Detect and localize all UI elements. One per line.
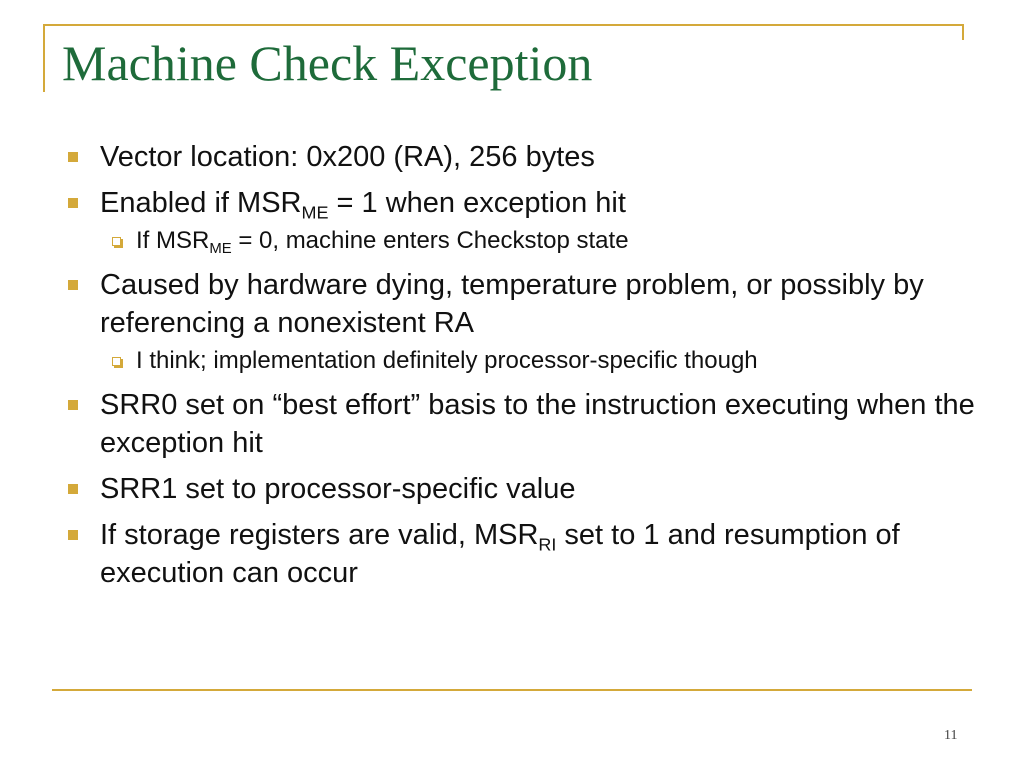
bullet-text: Enabled if MSR bbox=[100, 187, 302, 219]
subbullet-checkstop bbox=[62, 226, 982, 256]
hollow-square-bullet-icon bbox=[112, 237, 121, 246]
bullet-srr1 bbox=[62, 470, 982, 508]
bullet-vector-location bbox=[62, 138, 982, 176]
square-bullet-icon bbox=[68, 152, 78, 162]
bullet-text: set to 1 and resumption of execution can occur bbox=[100, 519, 900, 589]
bullet-text: Caused by hardware dying, temperature problem, or possibly by referencing a nonexistent RA bbox=[100, 269, 924, 339]
bullet-enabled-if bbox=[62, 184, 982, 222]
square-bullet-icon bbox=[68, 198, 78, 208]
frame-line-left bbox=[43, 25, 45, 92]
bullet-text: SRR1 set to processor-specific value bbox=[100, 473, 576, 505]
bullet-text: If MSR bbox=[136, 227, 210, 254]
slide-content bbox=[62, 138, 982, 600]
frame-line-right bbox=[962, 24, 964, 40]
slide-title: Machine Check Exception bbox=[62, 35, 593, 91]
frame-line-bottom bbox=[52, 689, 972, 691]
bullet-text: Vector location: 0x200 (RA), 256 bytes bbox=[100, 141, 595, 173]
bullet-text: SRR0 set on “best effort” basis to the instruction executing when the exception hit bbox=[100, 389, 975, 459]
hollow-square-bullet-icon bbox=[112, 357, 121, 366]
square-bullet-icon bbox=[68, 280, 78, 290]
page-number: 11 bbox=[944, 728, 958, 743]
square-bullet-icon bbox=[68, 484, 78, 494]
bullet-text: = 0, machine enters Checkstop state bbox=[231, 227, 629, 254]
bullet-text: I think; implementation definitely processor-specific though bbox=[136, 347, 758, 374]
bullet-caused-by bbox=[62, 266, 982, 342]
square-bullet-icon bbox=[68, 530, 78, 540]
bullet-storage-registers bbox=[62, 516, 982, 592]
bullet-text: If storage registers are valid, MSR bbox=[100, 519, 539, 551]
subscript: RI bbox=[538, 534, 557, 555]
bullet-srr0 bbox=[62, 386, 982, 462]
bullet-text: = 1 when exception hit bbox=[328, 187, 626, 219]
square-bullet-icon bbox=[68, 400, 78, 410]
subbullet-i-think bbox=[62, 346, 982, 376]
frame-line-top bbox=[43, 24, 963, 26]
subscript: ME bbox=[209, 241, 232, 258]
subscript: ME bbox=[301, 202, 329, 223]
